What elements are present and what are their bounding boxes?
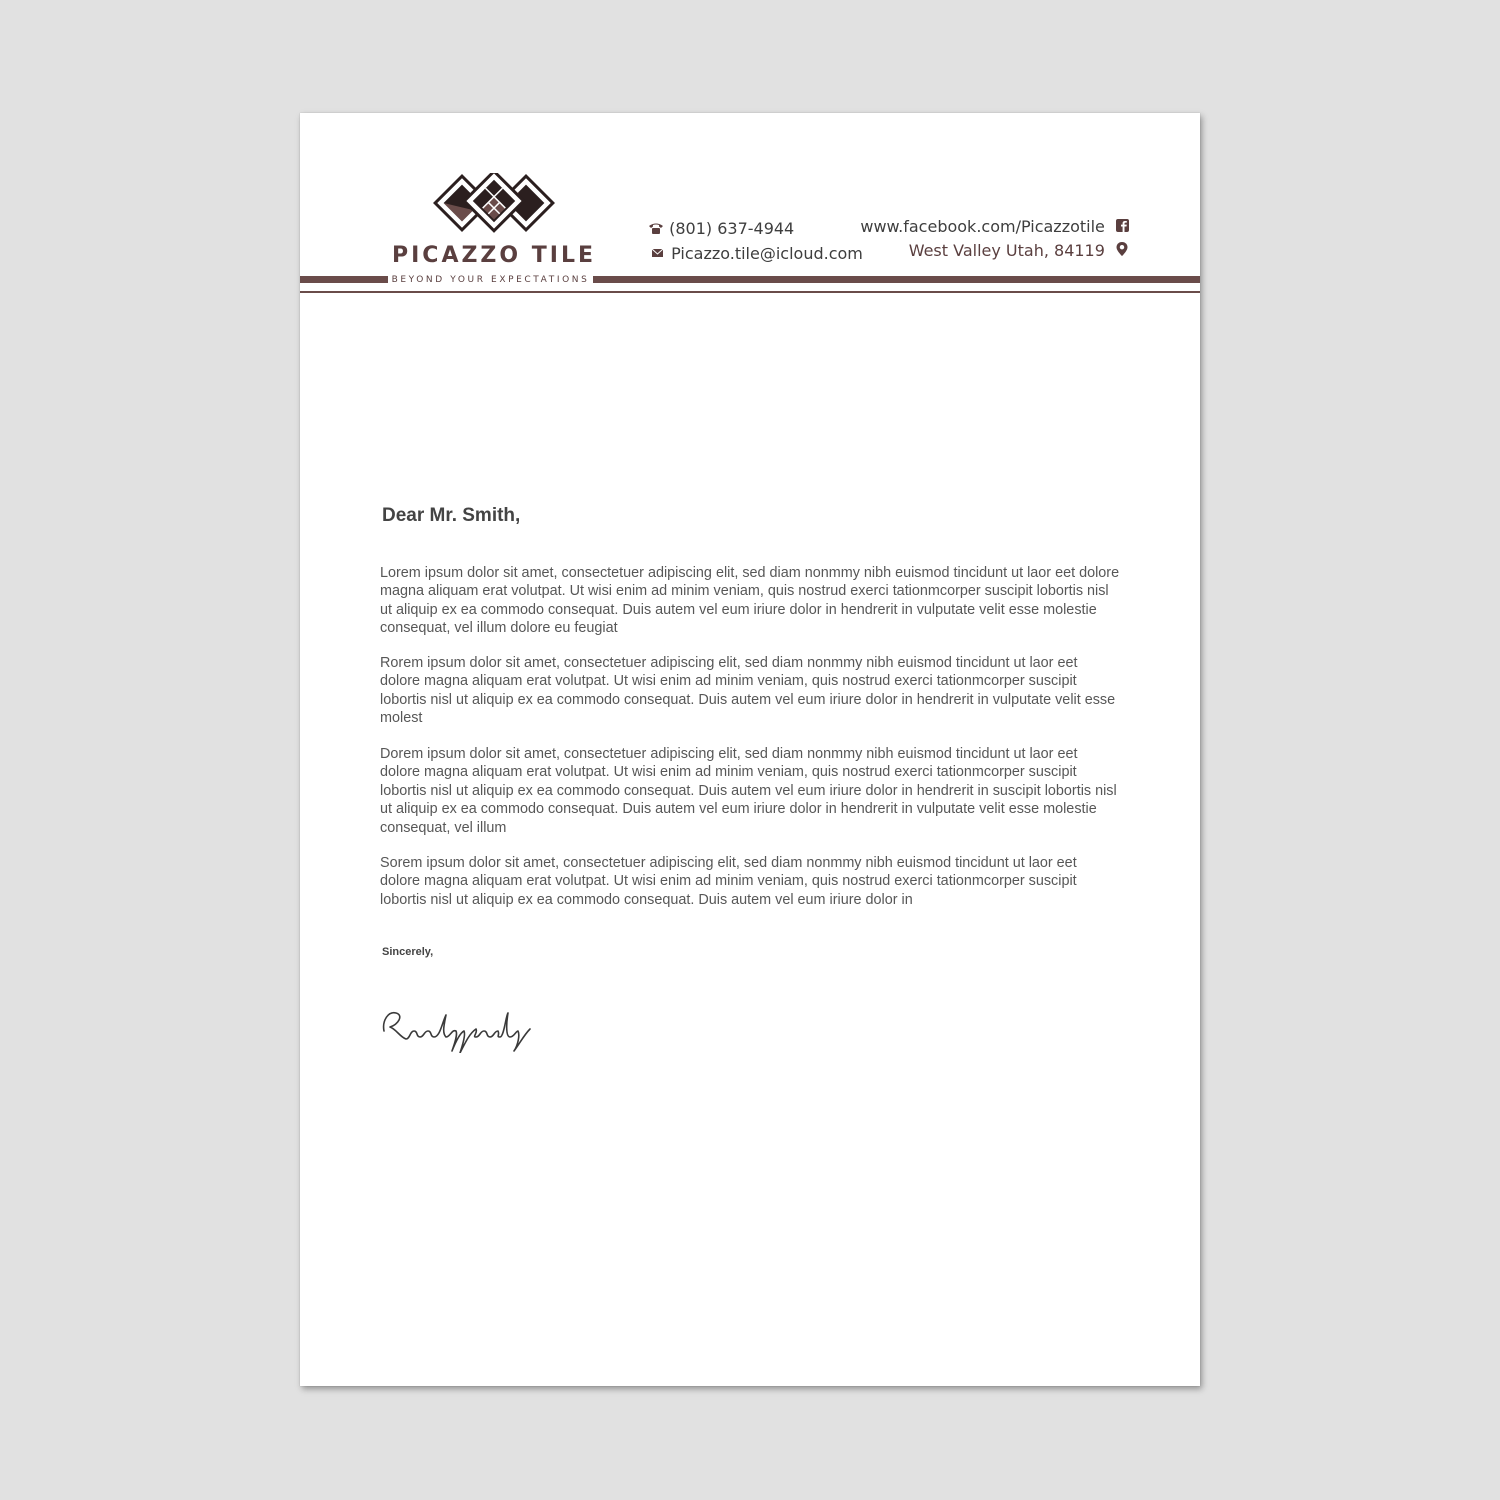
email-contact (650, 244, 863, 264)
address-text: West Valley Utah, 84119 (908, 241, 1105, 260)
tile-logo-icon (432, 173, 556, 237)
closing: Sincerely, (382, 946, 434, 958)
facebook-icon (1114, 219, 1130, 233)
address-contact (909, 241, 1130, 261)
email-address: Picazzo.tile@icloud.com (671, 244, 863, 263)
header-band-right (593, 276, 1200, 283)
header-band-left (300, 276, 388, 283)
body-paragraph-3: Dorem ipsum dolor sit amet, consectetuer adipiscing elit, sed diam nonmmy nibh euismod tincidunt ut laor eet dolore magna aliquam erat volutpat. Ut wisi enim ad minim veniam, quis nostrud exerci tationmcorper suscipit lobortis nisl ut aliquip ex ea commodo consequat. Duis autem vel eum iriure dolor in hendrerit in suscipit lobortis nisl ut aliquip ex ea commodo consequat. Duis autem vel eum iriure dolor in hendrerit in vulputate velit esse molestie consequat, vel illum (380, 746, 1117, 836)
facebook-url: www.facebook.com/Picazzotile (860, 217, 1105, 236)
body-paragraph-2: Rorem ipsum dolor sit amet, consectetuer adipiscing elit, sed diam nonmmy nibh euismod tincidunt ut laor eet dolore magna aliquam erat volutpat. Ut wisi enim ad minim veniam, quis nostrud exerci tationmcorper suscipit lobortis nisl ut aliquip ex ea commodo consequat. Duis autem vel eum iriure dolor in hendrerit in vulputate velit esse molest (380, 655, 1116, 727)
signature (380, 993, 540, 1053)
header-divider (300, 291, 1200, 293)
phone-number: (801) 637-4944 (669, 219, 795, 238)
facebook-contact (860, 217, 1130, 237)
letterhead-page (300, 113, 1200, 1386)
salutation: Dear Mr. Smith, (382, 505, 521, 526)
location-pin-icon (1114, 241, 1130, 257)
body-paragraph-1: Lorem ipsum dolor sit amet, consectetuer adipiscing elit, sed diam nonmmy nibh euismod tincidunt ut laor eet dolore magna aliquam erat volutpat. Ut wisi enim ad minim veniam, quis nostrud exerci tationmcorper suscipit lobortis nisl ut aliquip ex ea commodo consequat. Duis autem vel eum iriure dolor in hendrerit in vulputate velit esse molestie consequat, vel illum dolore eu feugiat (380, 565, 1120, 637)
envelope-icon (650, 246, 666, 260)
brand-name: PICAZZO TILE (392, 243, 596, 268)
brand-tagline: BEYOND YOUR EXPECTATIONS (391, 275, 590, 285)
body-paragraph-4: Sorem ipsum dolor sit amet, consectetuer adipiscing elit, sed diam nonmmy nibh euismod tincidunt ut laor eet dolore magna aliquam erat volutpat. Ut wisi enim ad minim veniam, quis nostrud exerci tationmcorper suscipit lobortis nisl ut aliquip ex ea commodo consequat. Duis autem vel eum iriure dolor in (380, 855, 1077, 908)
phone-contact (648, 219, 794, 239)
phone-icon (648, 221, 664, 235)
